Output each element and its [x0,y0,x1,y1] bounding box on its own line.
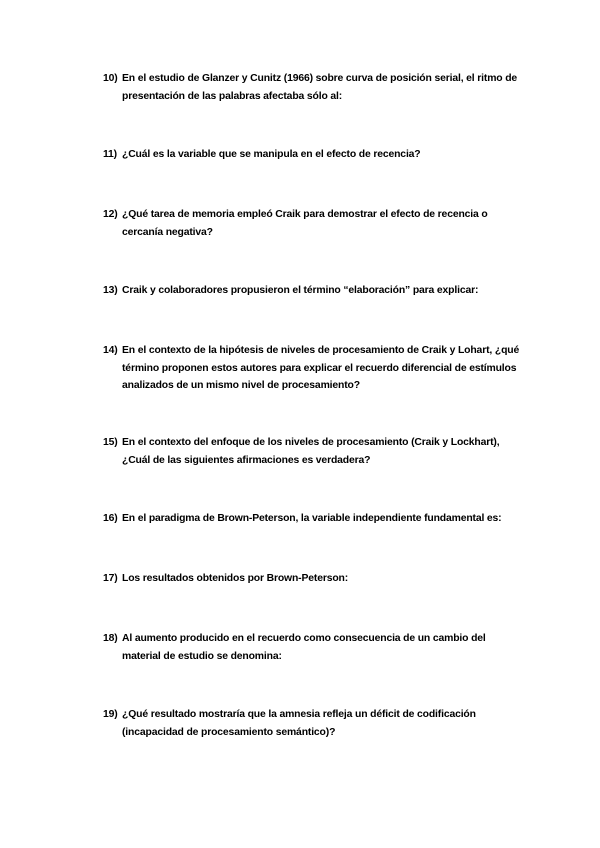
question-number: 17) [103,573,118,584]
question-text: En el paradigma de Brown-Peterson, la variable independiente fundamental es: [122,513,502,524]
question-number: 16) [103,513,118,524]
question-19 [103,706,523,741]
question-text: En el contexto de la hipótesis de niveles de procesamiento de Craik y Lohart, ¿qué término proponen estos autores para explicar el recuerdo diferencial de estímulos analizados de un mismo nivel de procesamiento? [122,345,520,391]
question-17 [103,570,523,588]
question-14 [103,342,523,395]
question-number: 14) [103,345,118,356]
question-text: En el estudio de Glanzer y Cunitz (1966) sobre curva de posición serial, el ritmo de presentación de las palabras afectaba sólo al: [122,73,518,102]
question-12 [103,206,523,241]
question-text: Craik y colaboradores propusieron el término “elaboración” para explicar: [122,285,479,296]
question-text: ¿Qué tarea de memoria empleó Craik para demostrar el efecto de recencia o cercanía negativa? [122,209,488,238]
question-text: En el contexto del enfoque de los niveles de procesamiento (Craik y Lockhart), ¿Cuál de las siguientes afirmaciones es verdadera? [122,437,500,466]
question-number: 13) [103,285,118,296]
question-number: 15) [103,437,118,448]
question-number: 12) [103,209,118,220]
question-18 [103,630,523,665]
question-11 [103,146,523,164]
question-number: 10) [103,73,118,84]
question-text: Al aumento producido en el recuerdo como consecuencia de un cambio del material de estudio se denomina: [122,633,486,662]
question-number: 11) [103,149,117,160]
question-10 [103,70,523,105]
question-15 [103,434,523,469]
question-number: 19) [103,709,118,720]
question-13 [103,282,523,300]
question-text: Los resultados obtenidos por Brown-Peterson: [122,573,349,584]
question-text: ¿Cuál es la variable que se manipula en el efecto de recencia? [122,149,421,160]
question-number: 18) [103,633,118,644]
question-text: ¿Qué resultado mostraría que la amnesia refleja un déficit de codificación (incapacidad de procesamiento semántico)? [122,709,476,738]
question-16 [103,510,523,528]
